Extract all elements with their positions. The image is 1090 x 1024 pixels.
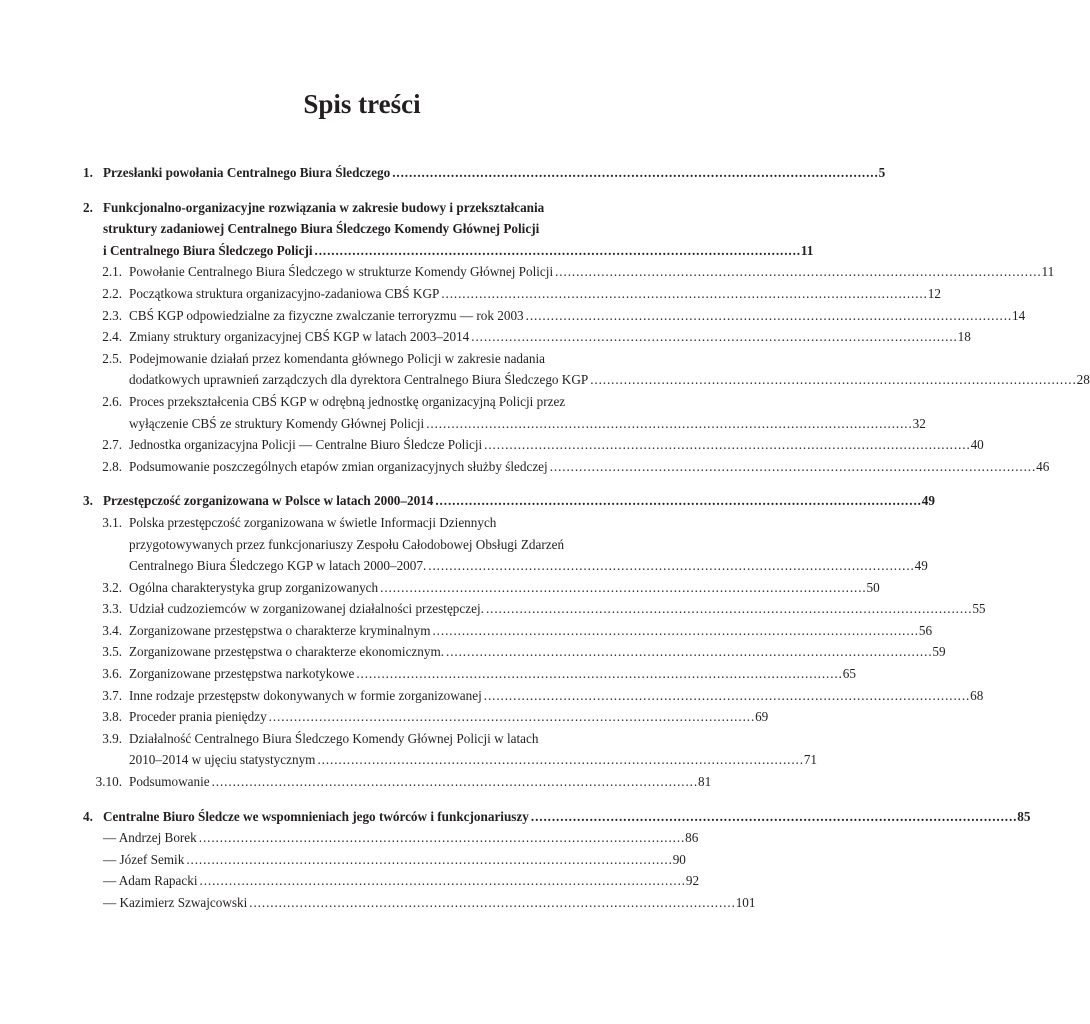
toc-section-entry[interactable]: [83, 641, 946, 663]
entry-number: 2.7.: [102, 437, 122, 453]
page-number: 11: [1041, 264, 1055, 280]
page-number: 90: [672, 851, 686, 867]
toc-author-entry[interactable]: [83, 892, 756, 914]
toc-line: [83, 641, 946, 663]
toc-line: [83, 490, 935, 512]
toc-section-entry[interactable]: [83, 577, 880, 599]
toc-section-entry[interactable]: [83, 283, 941, 305]
entry-number: 2.4.: [102, 329, 122, 345]
entry-title-line: Działalność Centralnego Biura Śledczego Komendy Głównej Policji w latach: [129, 730, 539, 746]
page-number: 14: [1012, 307, 1026, 323]
toc-line: [83, 162, 886, 184]
dot-leader: [200, 870, 684, 892]
page-number: 68: [970, 687, 984, 703]
toc-line: [83, 413, 926, 435]
dot-leader: [484, 685, 968, 707]
dot-leader: [435, 490, 919, 512]
toc-section-entry[interactable]: [83, 663, 856, 685]
entry-title-line: Centralnego Biura Śledczego KGP w latach 2000–2007.: [129, 558, 427, 574]
entry-title-line: Polska przestępczość zorganizowana w świetle Informacji Dziennych: [129, 514, 497, 530]
entry-title-line: dodatkowych uprawnień zarządczych dla dyrektora Centralnego Biura Śledczego KGP: [129, 372, 589, 388]
toc-line: [83, 434, 984, 456]
author-name: — Józef Semik: [103, 851, 185, 867]
toc-line: [83, 771, 712, 793]
entry-title-line: Proces przekształcenia CBŚ KGP w odrębną jednostkę organizacyjną Policji przez: [129, 393, 566, 409]
dot-leader: [186, 849, 670, 871]
author-name: — Kazimierz Szwajcowski: [103, 895, 248, 910]
toc-section-entry[interactable]: [83, 706, 769, 728]
dot-leader: [484, 434, 968, 456]
entry-title-line: i Centralnego Biura Śledczego Policji: [103, 242, 313, 258]
toc-line: [83, 892, 756, 914]
entry-title-line: Zorganizowane przestępstwa o charakterze kryminalnym: [129, 622, 431, 638]
page-number: 86: [685, 830, 699, 846]
page-number: 85: [1017, 808, 1031, 824]
toc-line: [83, 620, 933, 642]
toc-section-entry[interactable]: [83, 391, 926, 434]
dot-leader: [531, 806, 1015, 828]
entry-number: 3.4.: [102, 622, 122, 638]
toc-line: [83, 534, 629, 556]
author-name: — Andrzej Borek: [103, 830, 197, 846]
entry-number: 4.: [83, 808, 93, 824]
entry-number: 2.2.: [102, 285, 122, 301]
dot-leader: [471, 326, 955, 348]
page-number: 11: [800, 242, 814, 258]
toc-chapter-entry[interactable]: [83, 490, 935, 512]
entry-title-line: Udział cudzoziemców w zorganizowanej działalności przestępczej.: [129, 601, 484, 617]
toc-line: [83, 663, 856, 685]
table-of-contents: [83, 162, 1090, 914]
entry-title-line: Ogólna charakterystyka grup zorganizowanych: [129, 579, 379, 595]
page-number: 55: [972, 601, 986, 617]
entry-title-line: Powołanie Centralnego Biura Śledczego w strukturze Komendy Głównej Policji: [129, 264, 554, 280]
toc-section-entry[interactable]: [83, 512, 928, 577]
entry-number: 3.10.: [95, 774, 122, 790]
entry-title-line: Podsumowanie: [129, 774, 210, 790]
toc-author-entry[interactable]: [83, 827, 699, 849]
page-number: 71: [803, 752, 818, 768]
page-number: 81: [697, 774, 712, 790]
toc-line: [83, 555, 928, 577]
entry-number: 3.5.: [102, 644, 122, 660]
entry-number: 3.8.: [102, 709, 122, 725]
dot-leader: [315, 240, 799, 262]
entry-number: 2.: [83, 199, 93, 215]
entry-number: 3.9.: [102, 730, 122, 746]
dot-leader: [199, 827, 683, 849]
dot-leader: [550, 456, 1034, 478]
chapter-gap: [83, 793, 629, 806]
toc-section-entry[interactable]: [83, 348, 1090, 391]
entry-number: 3.1.: [102, 514, 122, 530]
toc-section-entry[interactable]: [83, 456, 1050, 478]
page-number: 50: [866, 579, 880, 595]
entry-title-line: 2010–2014 w ujęciu statystycznym: [129, 752, 316, 768]
entry-title-line: Centralne Biuro Śledcze we wspomnieniach jego twórców i funkcjonariuszy: [103, 808, 529, 824]
entry-title-line: Proceder prania pieniędzy: [129, 709, 267, 725]
entry-title-line: przygotowywanych przez funkcjonariuszy Zespołu Całodobowej Obsługi Zdarzeń: [129, 536, 565, 552]
dot-leader: [590, 369, 1074, 391]
entry-title-line: Funkcjonalno-organizacyjne rozwiązania w zakresie budowy i przekształcania: [103, 199, 545, 215]
page-title: Spis treści: [303, 89, 421, 119]
toc-line: [83, 728, 629, 750]
entry-title-line: Zorganizowane przestępstwa o charakterze ekonomicznym.: [129, 644, 445, 660]
entry-title-line: Inne rodzaje przestępstw dokonywanych w formie zorganizowanej: [129, 687, 482, 703]
entry-title-line: CBŚ KGP odpowiedzialne za fizyczne zwalczanie terroryzmu — rok 2003: [129, 307, 524, 323]
toc-line: [83, 218, 629, 240]
entry-number: 3.: [83, 493, 93, 509]
entry-number: 3.3.: [102, 601, 122, 617]
dot-leader: [526, 305, 1010, 327]
dot-leader: [317, 749, 801, 771]
toc-section-entry[interactable]: [83, 685, 984, 707]
dot-leader: [426, 413, 910, 435]
toc-line: [83, 512, 629, 534]
entry-title-line: Przestępczość zorganizowana w Polsce w latach 2000–2014: [103, 493, 434, 509]
dot-leader: [441, 283, 925, 305]
entry-number: 3.2.: [102, 579, 122, 595]
page-number: 18: [957, 329, 971, 345]
page-number: 5: [878, 165, 886, 180]
toc-section-entry[interactable]: [83, 434, 984, 456]
dot-leader: [356, 663, 840, 685]
dot-leader: [428, 555, 912, 577]
toc-line: [83, 348, 629, 370]
toc-line: [83, 577, 880, 599]
chapter-gap: [83, 477, 629, 490]
entry-title-line: Zmiany struktury organizacyjnej CBŚ KGP w latach 2003–2014: [129, 329, 470, 345]
dot-leader: [212, 771, 696, 793]
chapter-gap: [83, 184, 629, 197]
toc-line: [83, 685, 984, 707]
page-number: 101: [735, 895, 756, 910]
page-number: 92: [685, 873, 700, 889]
entry-number: 2.6.: [102, 393, 122, 409]
page-number: 56: [918, 622, 933, 638]
page-number: 49: [914, 558, 928, 574]
dot-leader: [269, 706, 753, 728]
entry-title-line: Przesłanki powołania Centralnego Biura Śledczego: [103, 165, 391, 180]
dot-leader: [432, 620, 916, 642]
toc-chapter-entry[interactable]: [83, 162, 886, 184]
entry-title-line: Podsumowanie poszczególnych etapów zmian organizacyjnych służby śledczej: [129, 458, 548, 474]
toc-line: [83, 849, 686, 871]
page-number: 59: [932, 644, 946, 660]
toc-section-entry[interactable]: [83, 771, 712, 793]
entry-title-line: Zorganizowane przestępstwa narkotykowe: [129, 666, 355, 682]
entry-number: 1.: [83, 165, 93, 180]
toc-section-entry[interactable]: [83, 620, 933, 642]
page-number: 65: [842, 666, 856, 682]
entry-title-line: Początkowa struktura organizacyjno-zadaniowa CBŚ KGP: [129, 285, 440, 301]
page-number: 69: [755, 709, 769, 725]
toc-line: [83, 261, 1055, 283]
dot-leader: [486, 598, 970, 620]
entry-number: 3.6.: [102, 666, 122, 682]
entry-number: 2.5.: [102, 350, 122, 366]
toc-section-entry[interactable]: [83, 305, 1026, 327]
toc-line: [83, 456, 1050, 478]
dot-leader: [555, 261, 1039, 283]
entry-number: 2.1.: [102, 264, 122, 280]
page-number: 12: [927, 285, 941, 301]
toc-section-entry[interactable]: [83, 261, 1055, 283]
entry-title-line: struktury zadaniowej Centralnego Biura Śledczego Komendy Głównej Policji: [103, 221, 540, 237]
toc-chapter-entry[interactable]: [83, 806, 1031, 828]
toc-section-entry[interactable]: [83, 728, 818, 771]
toc-line: [83, 197, 629, 219]
page-number: 46: [1036, 458, 1050, 474]
toc-line: [83, 283, 941, 305]
dot-leader: [249, 892, 733, 914]
toc-section-entry[interactable]: [83, 598, 986, 620]
page-number: 40: [970, 437, 984, 453]
entry-title-line: Jednostka organizacyjna Policji — Centralne Biuro Śledcze Policji: [129, 437, 483, 453]
toc-line: [83, 749, 818, 771]
toc-author-entry[interactable]: [83, 849, 686, 871]
entry-title-line: Podejmowanie działań przez komendanta głównego Policji w zakresie nadania: [129, 350, 545, 366]
page-number: 49: [921, 493, 935, 509]
dot-leader: [392, 162, 876, 184]
toc-line: [83, 240, 814, 262]
toc-line: [83, 391, 629, 413]
toc-line: [83, 305, 1026, 327]
toc-section-entry[interactable]: [83, 326, 971, 348]
entry-title-line: wyłączenie CBŚ ze struktury Komendy Głównej Policji: [129, 415, 425, 431]
dot-leader: [380, 577, 864, 599]
toc-author-entry[interactable]: [83, 870, 700, 892]
toc-line: [83, 806, 1031, 828]
page-number: 28: [1076, 372, 1090, 388]
toc-line: [83, 870, 700, 892]
entry-number: 3.7.: [102, 687, 122, 703]
entry-number: 2.3.: [102, 307, 122, 323]
toc-chapter-entry[interactable]: [83, 197, 814, 262]
toc-line: [83, 827, 699, 849]
dot-leader: [446, 641, 930, 663]
toc-line: [83, 598, 986, 620]
entry-number: 2.8.: [102, 458, 122, 474]
toc-line: [83, 326, 971, 348]
author-name: — Adam Rapacki: [103, 873, 198, 889]
page-number: 32: [912, 415, 926, 431]
toc-line: [83, 706, 769, 728]
toc-line: [83, 369, 1090, 391]
